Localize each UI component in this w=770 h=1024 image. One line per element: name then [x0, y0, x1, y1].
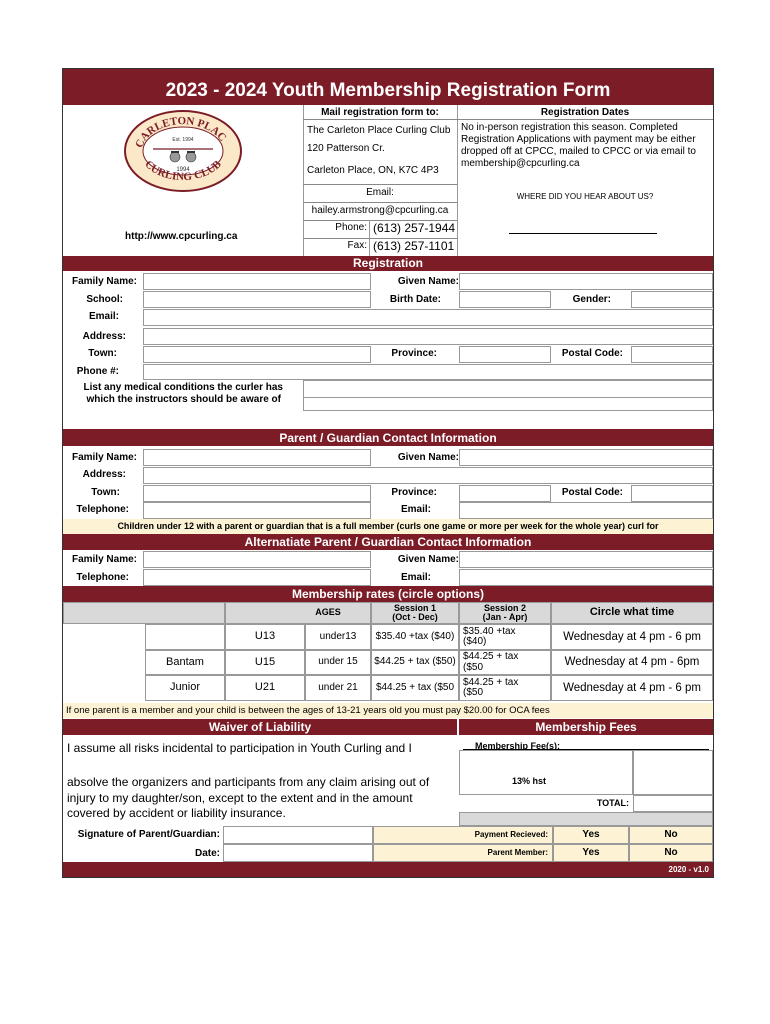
reg-address-field[interactable]: [143, 328, 713, 345]
rate-row-time[interactable]: Wednesday at 4 pm - 6 pm: [551, 624, 713, 650]
reg-province-label: Province:: [391, 348, 437, 359]
parent-postal-code-field[interactable]: [631, 485, 713, 502]
parent-given-name-label: Given Name:: [397, 452, 459, 463]
registration-form: [62, 68, 714, 878]
alt-telephone-field[interactable]: [143, 569, 371, 586]
parent-province-field[interactable]: [459, 485, 551, 502]
reg-given-name-label: Given Name:: [397, 276, 459, 287]
date-field[interactable]: [223, 844, 373, 862]
reg-phone-label: Phone #:: [76, 366, 119, 377]
website-link[interactable]: http://www.cpcurling.ca: [125, 231, 238, 242]
reg-medical-field-2[interactable]: [303, 397, 713, 411]
fees-spacer: [459, 812, 713, 826]
reg-birth-date-label: Birth Date:: [389, 294, 441, 305]
logo-est-text: Est. 1994: [172, 137, 194, 143]
reg-postal-code-field[interactable]: [631, 346, 713, 363]
dates-heading: Registration Dates: [540, 107, 630, 118]
reg-province-field[interactable]: [459, 346, 551, 363]
rate-row-time[interactable]: Wednesday at 4 pm - 6pm: [551, 650, 713, 675]
parent-heading: Parent / Guardian Contact Information: [63, 429, 713, 446]
reg-school-field[interactable]: [143, 291, 371, 308]
waiver-line1: I assume all risks incidental to participation in Youth Curling and I: [67, 741, 412, 755]
alt-family-name-field[interactable]: [143, 551, 371, 568]
reg-medical-label-2: which the instructors should be aware of: [86, 394, 281, 405]
payment-yes-option[interactable]: Yes: [553, 826, 629, 844]
rate-row-age: under 15: [305, 650, 371, 675]
version-footer: 2020 - v1.0: [63, 862, 713, 877]
date-label: Date:: [194, 848, 220, 859]
rates-header-blank: [63, 602, 225, 624]
dates-line3: dropped off at CPCC, mailed to CPCC or via email to: [461, 146, 696, 157]
club-phone: (613) 257-1944: [373, 221, 456, 235]
reg-gender-field[interactable]: [631, 291, 713, 308]
mail-heading: Mail registration form to:: [321, 107, 439, 118]
parent-address-label: Address:: [82, 469, 126, 480]
reg-family-name-label: Family Name:: [71, 276, 137, 287]
logo-year-text: 1994: [176, 167, 190, 173]
rate-row-session2[interactable]: $35.40 +tax ($40): [459, 624, 551, 650]
rates-header-time: Circle what time: [551, 602, 713, 624]
club-fax: (613) 257-1101: [373, 239, 455, 253]
fees-heading: Membership Fees: [459, 719, 713, 735]
mail-line2: 120 Patterson Cr.: [307, 143, 385, 154]
parent-town-label: Town:: [91, 487, 120, 498]
reg-email-field[interactable]: [143, 309, 713, 326]
rate-row-time[interactable]: Wednesday at 4 pm - 6 pm: [551, 675, 713, 701]
parent-member-yes-option[interactable]: Yes: [553, 844, 629, 862]
parent-province-label: Province:: [391, 487, 437, 498]
rate-row-session1[interactable]: $44.25 + tax ($50: [371, 675, 459, 701]
waiver-heading: Waiver of Liability: [63, 719, 457, 735]
alt-email-label: Email:: [400, 572, 431, 583]
parent-postal-code-label: Postal Code:: [561, 487, 623, 498]
reg-school-label: School:: [86, 294, 123, 305]
alt-given-name-field[interactable]: [459, 551, 713, 568]
parent-email-label: Email:: [400, 504, 431, 515]
rate-row-session2[interactable]: $44.25 + tax ($50: [459, 650, 551, 675]
rate-row-age: under 21: [305, 675, 371, 701]
rate-row-code[interactable]: U13: [225, 624, 305, 650]
rate-row-name: [145, 624, 225, 650]
curling-logo-icon: [123, 109, 243, 193]
rate-row-name: Junior: [145, 675, 225, 701]
reg-medical-field-1[interactable]: [303, 380, 713, 398]
reg-town-field[interactable]: [143, 346, 371, 363]
waiver-line2: absolve the organizers and participants from any claim arising out of: [67, 775, 430, 789]
parent-telephone-label: Telephone:: [76, 504, 129, 515]
membership-fee-field[interactable]: [459, 750, 633, 795]
club-logo: [123, 109, 243, 193]
signature-field[interactable]: [223, 826, 373, 844]
parent-telephone-field[interactable]: [143, 502, 371, 519]
parent-address-field[interactable]: [143, 467, 713, 484]
parent-town-field[interactable]: [143, 485, 371, 502]
hst-label: 13% hst: [511, 776, 546, 786]
alt-telephone-label: Telephone:: [76, 572, 129, 583]
reg-postal-code-label: Postal Code:: [561, 348, 623, 359]
parent-given-name-field[interactable]: [459, 449, 713, 466]
parent-member-no-option[interactable]: No: [629, 844, 713, 862]
payment-received-label: Payment Recieved:: [373, 826, 553, 844]
rate-row-name: Bantam: [145, 650, 225, 675]
mail-line3: Carleton Place, ON, K7C 4P3: [307, 165, 439, 176]
dates-line4[interactable]: membership@cpcurling.ca: [461, 158, 580, 169]
alt-family-name-label: Family Name:: [71, 554, 137, 565]
rate-row-code[interactable]: U15: [225, 650, 305, 675]
parent-family-name-label: Family Name:: [71, 452, 137, 463]
reg-email-label: Email:: [88, 311, 119, 322]
oca-fee-note: If one parent is a member and your child is between the ages of 13-21 years old you must pay $20.00 for OCA fees: [63, 703, 714, 718]
rate-row-code[interactable]: U21: [225, 675, 305, 701]
parent-email-field[interactable]: [459, 502, 713, 519]
total-label: TOTAL:: [596, 798, 629, 808]
alt-email-field[interactable]: [459, 569, 713, 586]
reg-family-name-field[interactable]: [143, 273, 371, 290]
signature-label: Signature of Parent/Guardian:: [77, 829, 220, 840]
payment-no-option[interactable]: No: [629, 826, 713, 844]
waiver-line4: covered by accident or liability insurance.: [67, 806, 286, 820]
parent-family-name-field[interactable]: [143, 449, 371, 466]
rates-header-session1: Session 1 (Oct - Dec): [371, 602, 459, 624]
dates-line2: Registration Applications with payment may be either: [461, 134, 696, 145]
phone-label: Phone:: [335, 222, 367, 233]
hst-field[interactable]: [633, 750, 713, 795]
reg-town-label: Town:: [88, 348, 117, 359]
parent-member-label: Parent Member:: [373, 844, 553, 862]
hear-about-us-field[interactable]: [509, 233, 657, 234]
membership-fee-label: Membership Fee(s):: [475, 741, 561, 751]
rate-row-session1[interactable]: $35.40 +tax ($40): [371, 624, 459, 650]
hear-about-us-label: WHERE DID YOU HEAR ABOUT US?: [516, 192, 654, 201]
reg-birth-date-field[interactable]: [459, 291, 551, 308]
reg-given-name-field[interactable]: [459, 273, 713, 290]
rate-row-session2[interactable]: $44.25 + tax ($50: [459, 675, 551, 701]
total-field[interactable]: [633, 795, 713, 812]
logo-bottom-text: CURLING CLUB: [142, 158, 224, 184]
reg-gender-label: Gender:: [572, 294, 611, 305]
fax-label: Fax:: [347, 240, 367, 251]
rates-header-ages: AGES: [225, 602, 371, 624]
alt-given-name-label: Given Name:: [397, 554, 459, 565]
registration-heading: Registration: [63, 256, 713, 271]
club-email[interactable]: hailey.armstrong@cpcurling.ca: [311, 205, 449, 216]
waiver-line3: injury to my daughter/son, except to the extent and in the amount: [67, 791, 413, 805]
reg-address-label: Address:: [82, 331, 126, 342]
reg-medical-label-1: List any medical conditions the curler has: [83, 382, 283, 393]
rate-row-age: under13: [305, 624, 371, 650]
rates-header-session2: Session 2 (Jan - Apr): [459, 602, 551, 624]
rate-row-session1[interactable]: $44.25 + tax ($50): [371, 650, 459, 675]
rates-heading: Membership rates (circle options): [63, 586, 713, 602]
parent-member-note: Children under 12 with a parent or guardian that is a full member (curls one game or more per week for the whole year) curl for: [63, 519, 713, 534]
mail-line1: The Carleton Place Curling Club: [307, 125, 451, 136]
dates-line1: No in-person registration this season. Completed: [461, 122, 678, 133]
logo-top-text: CARLETON PLAC: [133, 115, 229, 150]
alternate-heading: Alternatiate Parent / Guardian Contact Information: [63, 534, 713, 550]
form-title: 2023 - 2024 Youth Membership Registration Form: [63, 69, 713, 105]
reg-phone-field[interactable]: [143, 364, 713, 380]
email-label: Email:: [366, 187, 394, 198]
